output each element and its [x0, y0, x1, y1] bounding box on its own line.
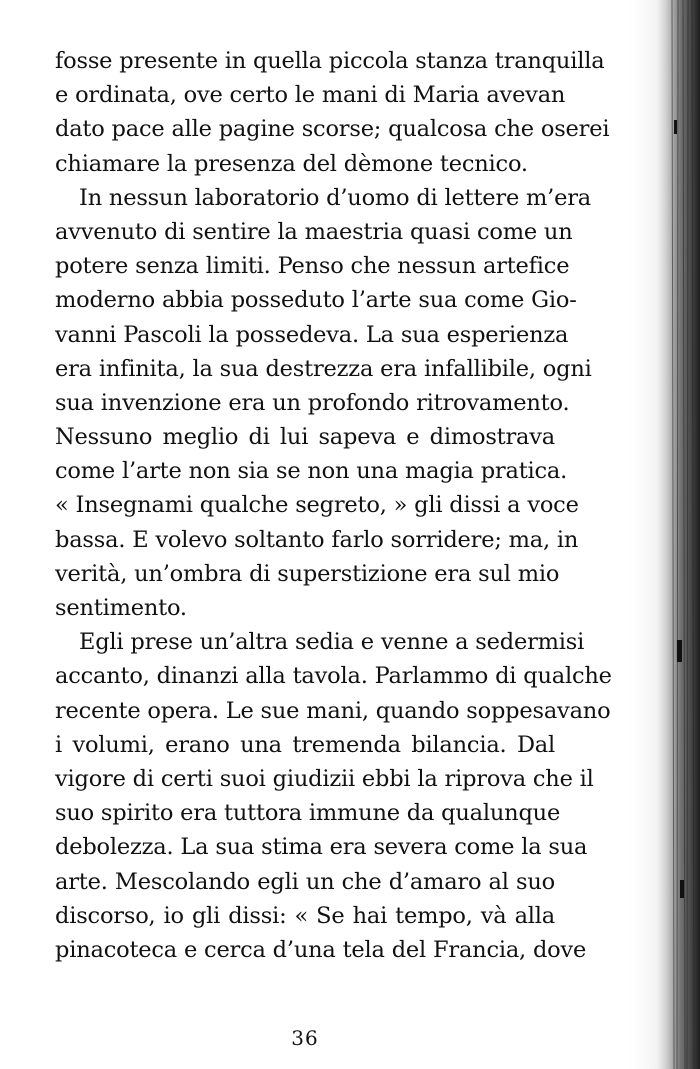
text-line: potere senza limiti. Penso che nessun artefice — [55, 253, 570, 280]
text-line: bassa. E volevo soltanto farlo sorridere; ma, in — [55, 526, 579, 553]
text-line: discorso, io gli dissi: « Se hai tempo, và alla — [55, 902, 555, 929]
body-text — [55, 44, 612, 967]
text-line: suo spirito era tuttora immune da qualunque — [55, 800, 561, 827]
text-line: verità, un’ombra di superstizione era sul mio — [55, 560, 560, 587]
text-line: e ordinata, ove certo le mani di Maria avevan — [55, 82, 566, 109]
text-line: Nessuno meglio di lui sapeva e dimostrava — [55, 424, 555, 451]
text-line: sua invenzione era un profondo ritrovamento. — [55, 389, 570, 416]
text-line: fosse presente in quella piccola stanza tranquilla — [55, 48, 605, 74]
text-line: moderno abbia posseduto l’arte sua come Gio- — [55, 287, 577, 314]
text-line: vigore di certi suoi giudizii ebbi la riprova che il — [55, 765, 594, 792]
text-line: come l’arte non sia se non una magia pratica. — [55, 458, 568, 485]
text-line: arte. Mescolando egli un che d’amaro al suo — [55, 868, 555, 895]
text-line: era infinita, la sua destrezza era infallibile, ogni — [55, 355, 592, 382]
text-line: In nessun laboratorio d’uomo di lettere m’era — [79, 184, 592, 211]
text-line: chiamare la presenza del dèmone tecnico. — [55, 150, 528, 177]
text-line: debolezza. La sua stima era severa come la sua — [55, 834, 588, 861]
text-line: « Insegnami qualche segreto, » gli dissi a voce — [55, 492, 579, 519]
page-number: 36 — [291, 1026, 319, 1050]
text-line: sentimento. — [55, 595, 187, 621]
text-line: dato pace alle pagine scorse; qualcosa che oserei — [55, 116, 610, 143]
text-line: avvenuto di sentire la maestria quasi come un — [55, 218, 573, 245]
binding-shadow — [622, 0, 700, 1069]
text-line: i volumi, erano una tremenda bilancia. Dal — [55, 731, 555, 758]
text-line: Egli prese un’altra sedia e venne a sedermisi — [79, 629, 585, 656]
text-line: pinacoteca e cerca d’una tela del Francia, dove — [55, 936, 587, 963]
text-line: accanto, dinanzi alla tavola. Parlammo di qualche — [55, 663, 612, 690]
text-line: vanni Pascoli la possedeva. La sua esperienza — [55, 321, 569, 348]
text-line: recente opera. Le sue mani, quando soppesavano — [55, 697, 611, 724]
